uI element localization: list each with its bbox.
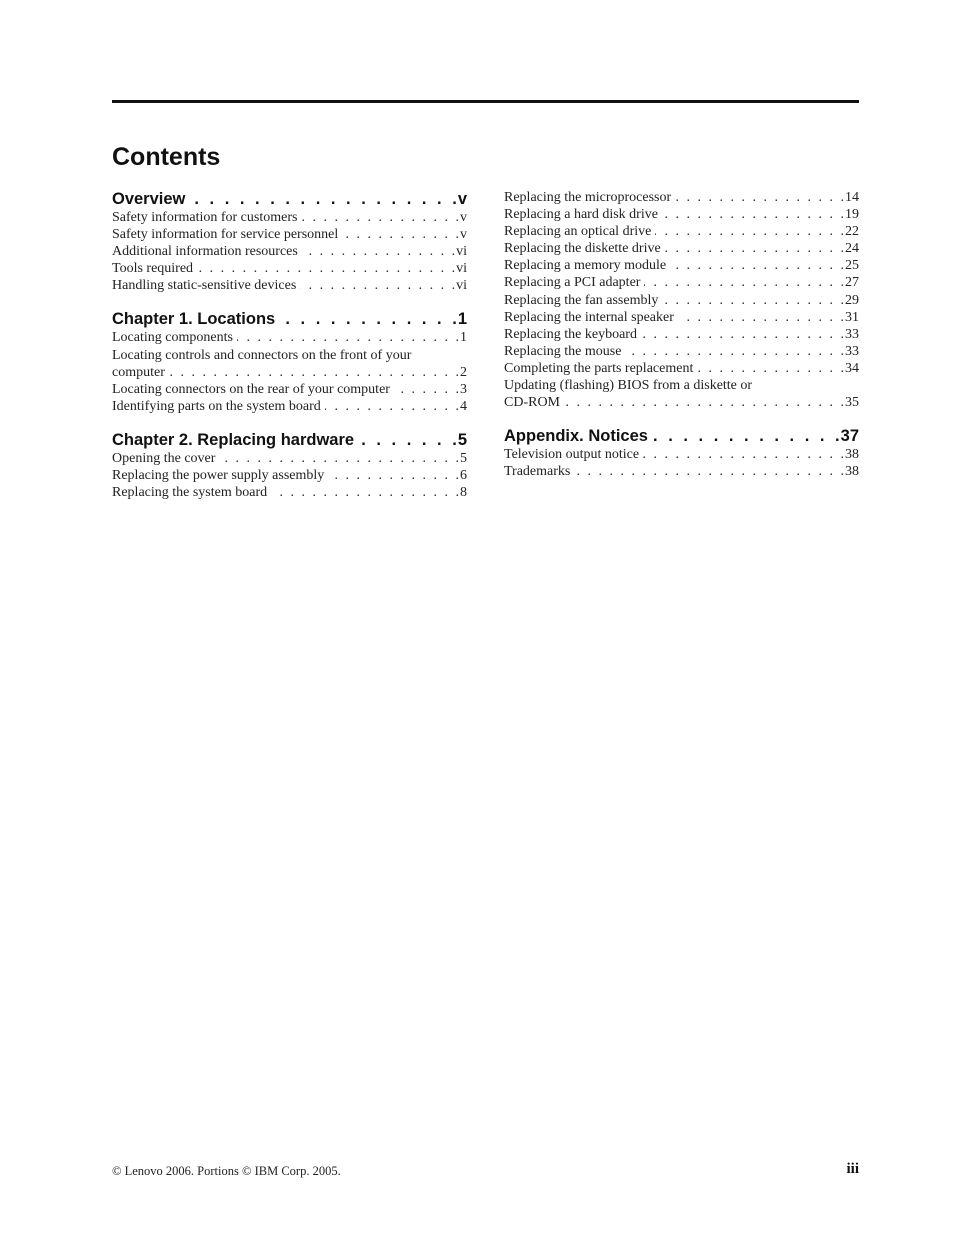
toc-entry-page: 24 xyxy=(845,241,859,257)
toc-entry-label: Replacing the microprocessor xyxy=(504,190,672,205)
dot-leader xyxy=(678,309,844,326)
toc-entry[interactable] xyxy=(112,329,467,346)
toc-entry-page: 14 xyxy=(845,190,859,205)
toc-entry-page: vi xyxy=(456,261,467,277)
toc-heading-label: Chapter 2. Replacing hardware xyxy=(112,430,355,449)
toc-section-heading[interactable] xyxy=(504,426,859,446)
dot-leader xyxy=(279,309,457,329)
toc-entry-label: Replacing a hard disk drive xyxy=(504,207,658,223)
toc-entry-label: Replacing the internal speaker xyxy=(504,309,674,325)
toc-section xyxy=(112,189,467,294)
toc-entry[interactable] xyxy=(112,467,467,484)
toc-entry-page: v xyxy=(460,210,467,225)
dot-leader xyxy=(271,484,459,501)
dot-leader xyxy=(328,467,459,484)
toc-entry-label: Additional information resources xyxy=(112,244,298,260)
dot-leader xyxy=(302,243,455,260)
toc-entry[interactable] xyxy=(504,240,859,257)
toc-section xyxy=(112,309,467,414)
dot-leader xyxy=(197,260,455,277)
toc-entry[interactable] xyxy=(112,364,467,381)
toc-entry[interactable] xyxy=(504,394,859,411)
dot-leader xyxy=(655,223,844,240)
toc-entry-label: Safety information for service personnel xyxy=(112,227,339,243)
toc-entry-label: Replacing the diskette drive xyxy=(504,241,661,257)
toc-entry-label: Locating components xyxy=(112,330,233,346)
toc-entry-label: Tools required xyxy=(112,261,194,277)
dot-leader xyxy=(394,381,459,398)
dot-leader xyxy=(652,426,840,446)
toc-entry-label: Trademarks xyxy=(504,464,571,480)
toc-entry[interactable] xyxy=(504,463,859,480)
toc-entry-page: 22 xyxy=(845,224,859,240)
dot-leader xyxy=(237,329,459,346)
toc-entry-page: 27 xyxy=(845,275,859,291)
dot-leader xyxy=(564,394,844,411)
toc-section xyxy=(504,426,859,480)
toc-entry-continuation: computer xyxy=(112,364,165,380)
dot-leader xyxy=(697,360,844,377)
toc-entry-label: Locating connectors on the rear of your computer xyxy=(112,381,390,397)
dot-leader xyxy=(325,398,459,415)
toc-entry-page: 35 xyxy=(845,395,859,411)
toc-entry-page: 38 xyxy=(845,464,859,480)
toc-entry-label: Locating controls and connectors on the front of your xyxy=(112,347,412,363)
toc-entry[interactable] xyxy=(504,343,859,360)
dot-leader xyxy=(662,206,844,223)
dot-leader xyxy=(189,189,456,209)
toc-section-heading[interactable] xyxy=(112,309,467,329)
dot-leader xyxy=(675,189,844,206)
dot-leader xyxy=(358,430,457,450)
toc-entry-label: Replacing the fan assembly xyxy=(504,292,659,308)
toc-entry[interactable] xyxy=(504,360,859,377)
toc-entry[interactable] xyxy=(112,243,467,260)
toc-section xyxy=(112,430,467,501)
dot-leader xyxy=(641,326,844,343)
toc-entry-page: 33 xyxy=(845,326,859,342)
toc-entry[interactable] xyxy=(112,484,467,501)
toc-heading-label: Chapter 1. Locations xyxy=(112,310,276,329)
toc-entry-page: 1 xyxy=(460,330,467,346)
dot-leader xyxy=(670,257,844,274)
footer-page-number: iii xyxy=(846,1161,859,1177)
toc-heading-label: Appendix. Notices xyxy=(504,427,648,446)
toc-entry-page: 34 xyxy=(845,360,859,376)
toc-entry[interactable] xyxy=(504,274,859,291)
toc-entry-page: 8 xyxy=(460,485,467,501)
toc-entry[interactable] xyxy=(112,277,467,294)
toc-entry-label: Opening the cover xyxy=(112,450,216,466)
toc-entry-label: Handling static-sensitive devices xyxy=(112,278,297,294)
dot-leader xyxy=(662,292,844,309)
toc-section xyxy=(504,189,859,411)
header-rule xyxy=(112,100,859,103)
toc-entry-line[interactable] xyxy=(504,377,859,394)
toc-heading-page: v xyxy=(457,190,467,208)
toc-entry[interactable] xyxy=(504,326,859,343)
toc-heading-page: 37 xyxy=(840,427,859,446)
toc-entry-page: 31 xyxy=(845,309,859,325)
toc-entry-label: Identifying parts on the system board xyxy=(112,398,321,414)
toc-entry[interactable] xyxy=(112,398,467,415)
toc-entry-page: vi xyxy=(456,244,467,260)
toc-entry-page: 6 xyxy=(460,468,467,484)
toc-entry[interactable] xyxy=(112,450,467,467)
toc-entry[interactable] xyxy=(112,209,467,226)
toc-entry-page: 2 xyxy=(460,364,467,380)
toc-section-heading[interactable] xyxy=(112,430,467,450)
dot-leader xyxy=(300,277,455,294)
toc-entry-label: Replacing the power supply assembly xyxy=(112,468,325,484)
toc-entry-page: 33 xyxy=(845,343,859,359)
toc-section-heading[interactable] xyxy=(112,189,467,209)
dot-leader xyxy=(665,240,844,257)
toc-entry-label: Replacing the keyboard xyxy=(504,326,637,342)
toc-entry-label: Replacing the mouse xyxy=(504,343,622,359)
toc-entry[interactable] xyxy=(504,292,859,309)
toc-entry[interactable] xyxy=(504,206,859,223)
dot-leader xyxy=(644,274,844,291)
toc-heading-label: Overview xyxy=(112,190,186,208)
toc-entry[interactable] xyxy=(112,226,467,243)
dot-leader xyxy=(574,463,844,480)
footer-copyright: © Lenovo 2006. Portions © IBM Corp. 2005. xyxy=(112,1164,341,1178)
toc-entry-page: 3 xyxy=(460,381,467,397)
toc-entry-page: 25 xyxy=(845,258,859,274)
dot-leader xyxy=(169,364,459,381)
toc-entry-page: vi xyxy=(456,278,467,294)
toc-entry-page: 19 xyxy=(845,207,859,223)
toc-entry-label: Replacing a PCI adapter xyxy=(504,275,641,291)
toc-heading-page: 5 xyxy=(457,430,467,449)
toc-entry-label: Television output notice xyxy=(504,447,640,463)
dot-leader xyxy=(342,226,459,243)
page-title: Contents xyxy=(112,143,221,171)
toc-entry[interactable] xyxy=(504,189,859,206)
dot-leader xyxy=(625,343,844,360)
toc-entry-label: Safety information for customers xyxy=(112,210,298,225)
toc-entry-page: 5 xyxy=(460,450,467,466)
dot-leader xyxy=(219,450,459,467)
toc-entry-continuation: CD-ROM xyxy=(504,395,561,411)
toc-entry[interactable] xyxy=(504,257,859,274)
toc-entry-label: Updating (flashing) BIOS from a diskette or xyxy=(504,378,753,394)
toc-right-column xyxy=(504,189,859,495)
toc-heading-page: 1 xyxy=(457,310,467,329)
toc-entry-label: Completing the parts replacement xyxy=(504,360,694,376)
toc-entry-label: Replacing an optical drive xyxy=(504,224,652,240)
toc-entry-label: Replacing the system board xyxy=(112,485,268,501)
toc-entry-page: 38 xyxy=(845,447,859,463)
toc-entry[interactable] xyxy=(504,309,859,326)
toc-entry-page: 4 xyxy=(460,398,467,414)
toc-entry-page: v xyxy=(460,227,467,243)
dot-leader xyxy=(301,209,459,226)
toc-entry-line[interactable] xyxy=(112,347,467,364)
toc-left-column xyxy=(112,189,467,516)
toc-entry[interactable] xyxy=(504,223,859,240)
toc-entry-page: 29 xyxy=(845,292,859,308)
toc-entry[interactable] xyxy=(504,446,859,463)
toc-entry-label: Replacing a memory module xyxy=(504,258,667,274)
dot-leader xyxy=(643,446,844,463)
toc-entry[interactable] xyxy=(112,381,467,398)
toc-entry[interactable] xyxy=(112,260,467,277)
